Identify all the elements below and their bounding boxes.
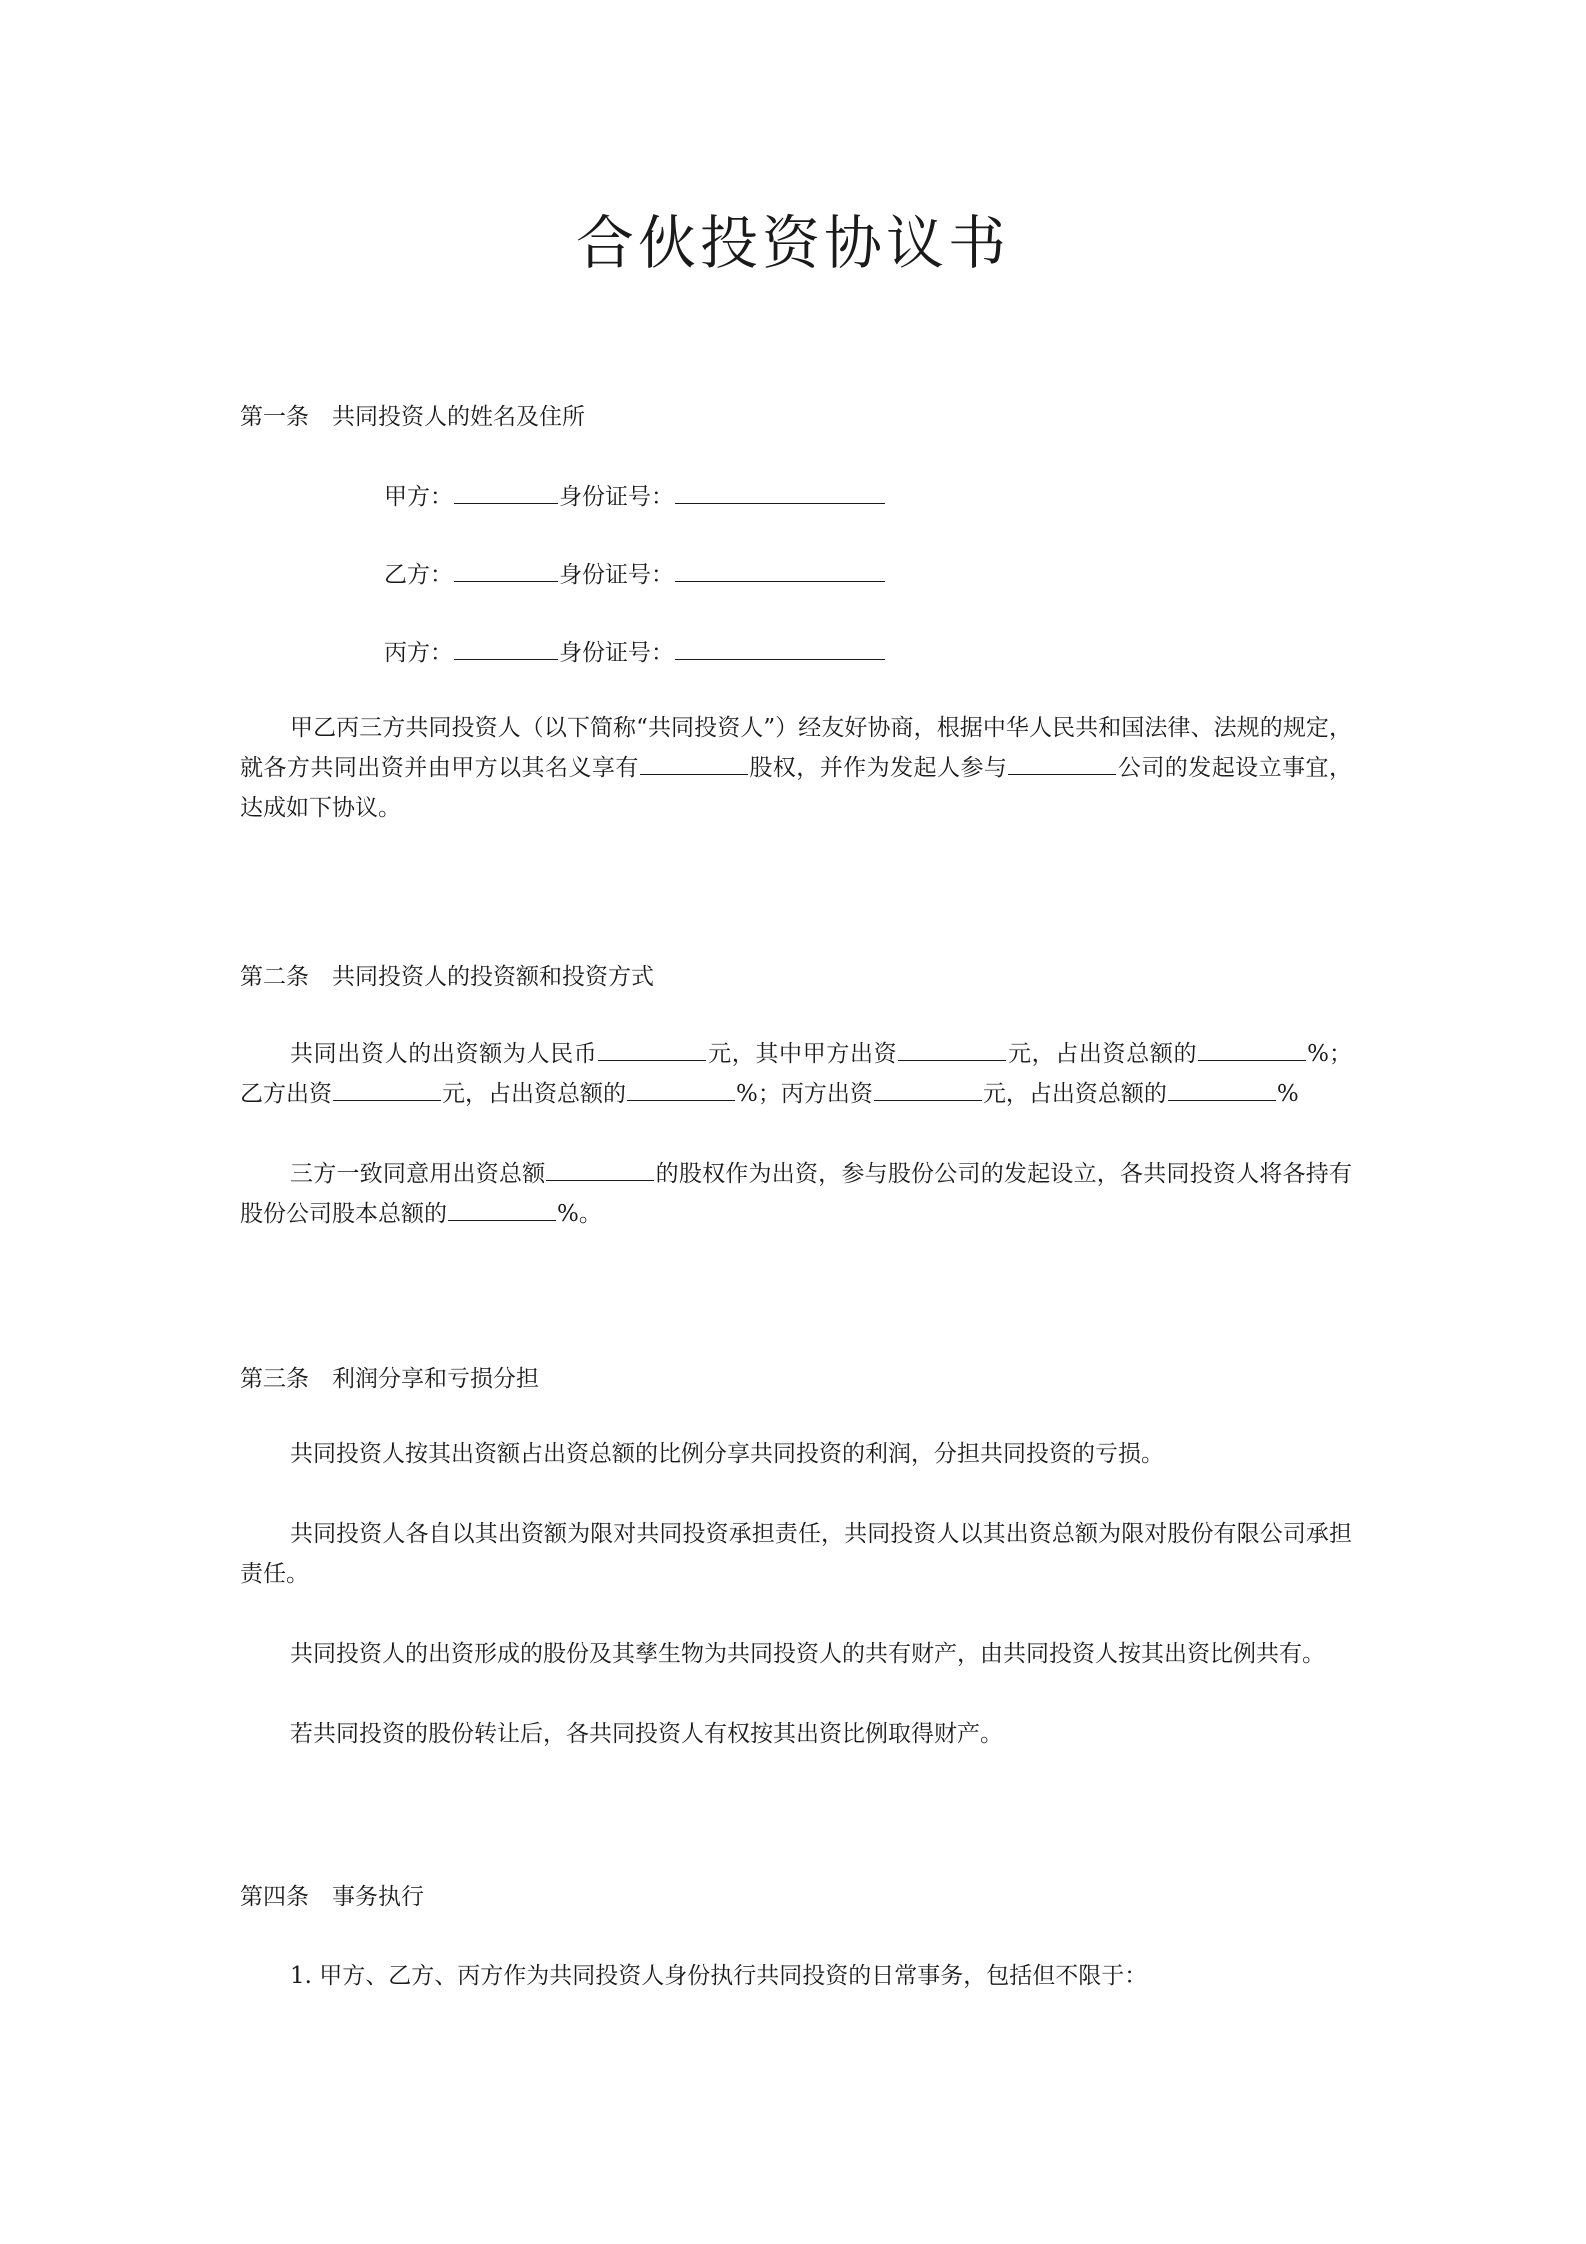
share-percent-blank[interactable] xyxy=(448,1219,556,1221)
paragraph-text: 元，占出资总额的 xyxy=(1007,1041,1198,1067)
party-row-jia xyxy=(384,478,886,511)
paragraph-text: %。 xyxy=(557,1201,602,1227)
paragraph-text: 元，其中甲方出资 xyxy=(707,1041,898,1067)
paragraph-text: % xyxy=(1276,1081,1299,1107)
paragraph-text: 公司的发起设立事宜，达成如下协议。 xyxy=(240,755,1353,821)
party-row-bing xyxy=(384,634,886,667)
article-3-heading: 第三条 利润分享和亏损分担 xyxy=(240,1366,539,1392)
article-2-heading: 第二条 共同投资人的投资额和投资方式 xyxy=(240,964,654,990)
party-label: 乙方： xyxy=(384,562,453,588)
article-1-paragraph xyxy=(240,708,1352,828)
document-title: 合伙投资协议书 xyxy=(575,209,1010,277)
paragraph-text: 甲乙丙三方共同投资人（以下简称“共同投资人”）经友好协商，根据中华人民共和国法律、法规的规定，就各方共同出资并由甲方以其名义享有 xyxy=(240,715,1352,781)
bing-amount-blank[interactable] xyxy=(874,1099,982,1101)
id-label: 身份证号： xyxy=(559,562,674,588)
article-4-heading: 第四条 事务执行 xyxy=(240,1884,424,1910)
paragraph-text: %；乙方出资 xyxy=(240,1041,1353,1107)
id-label: 身份证号： xyxy=(559,484,674,510)
article-1-heading: 第一条 共同投资人的姓名及住所 xyxy=(240,404,585,430)
article-3-paragraph-1: 共同投资人按其出资额占出资总额的比例分享共同投资的利润，分担共同投资的亏损。 xyxy=(290,1441,1164,1467)
paragraph-text: 元，占出资总额的 xyxy=(982,1081,1167,1107)
party-label: 丙方： xyxy=(384,640,453,666)
article-3-paragraph-3: 共同投资人的出资形成的股份及其孳生物为共同投资人的共有财产，由共同投资人按其出资比例共有。 xyxy=(290,1641,1325,1667)
article-2-paragraph-1 xyxy=(240,1034,1352,1114)
article-3-paragraph-4: 若共同投资的股份转让后，各共同投资人有权按其出资比例取得财产。 xyxy=(290,1721,1003,1747)
bing-percent-blank[interactable] xyxy=(1168,1099,1276,1101)
name-blank[interactable] xyxy=(454,502,558,504)
id-number-blank[interactable] xyxy=(675,580,885,582)
paragraph-text: 的股权作为出资，参与股份公司的发起设立，各共同投资人将各持有股份公司股本总额的 xyxy=(240,1161,1353,1227)
yi-percent-blank[interactable] xyxy=(627,1099,735,1101)
jia-amount-blank[interactable] xyxy=(898,1059,1006,1061)
party-row-yi xyxy=(384,556,886,589)
party-label: 甲方： xyxy=(384,484,453,510)
article-4-paragraph-1: 1. 甲方、乙方、丙方作为共同投资人身份执行共同投资的日常事务，包括但不限于： xyxy=(290,1963,1148,1989)
paragraph-text: %；丙方出资 xyxy=(736,1081,873,1107)
total-blank[interactable] xyxy=(546,1179,654,1181)
total-amount-blank[interactable] xyxy=(598,1059,706,1061)
id-number-blank[interactable] xyxy=(675,502,885,504)
article-3-paragraph-2: 共同投资人各自以其出资额为限对共同投资承担责任，共同投资人以其出资总额为限对股份有限公司承担责任。 xyxy=(240,1521,1352,1587)
equity-blank[interactable] xyxy=(640,773,748,775)
paragraph-text: 股权，并作为发起人参与 xyxy=(748,755,1008,781)
yi-amount-blank[interactable] xyxy=(333,1099,441,1101)
name-blank[interactable] xyxy=(454,658,558,660)
paragraph-text: 共同出资人的出资额为人民币 xyxy=(290,1041,598,1067)
paragraph-text: 元，占出资总额的 xyxy=(442,1081,626,1107)
id-label: 身份证号： xyxy=(559,640,674,666)
article-2-paragraph-2 xyxy=(240,1154,1352,1234)
name-blank[interactable] xyxy=(454,580,558,582)
id-number-blank[interactable] xyxy=(675,658,885,660)
paragraph-text: 三方一致同意用出资总额 xyxy=(290,1161,546,1187)
company-blank[interactable] xyxy=(1008,773,1116,775)
jia-percent-blank[interactable] xyxy=(1198,1059,1306,1061)
